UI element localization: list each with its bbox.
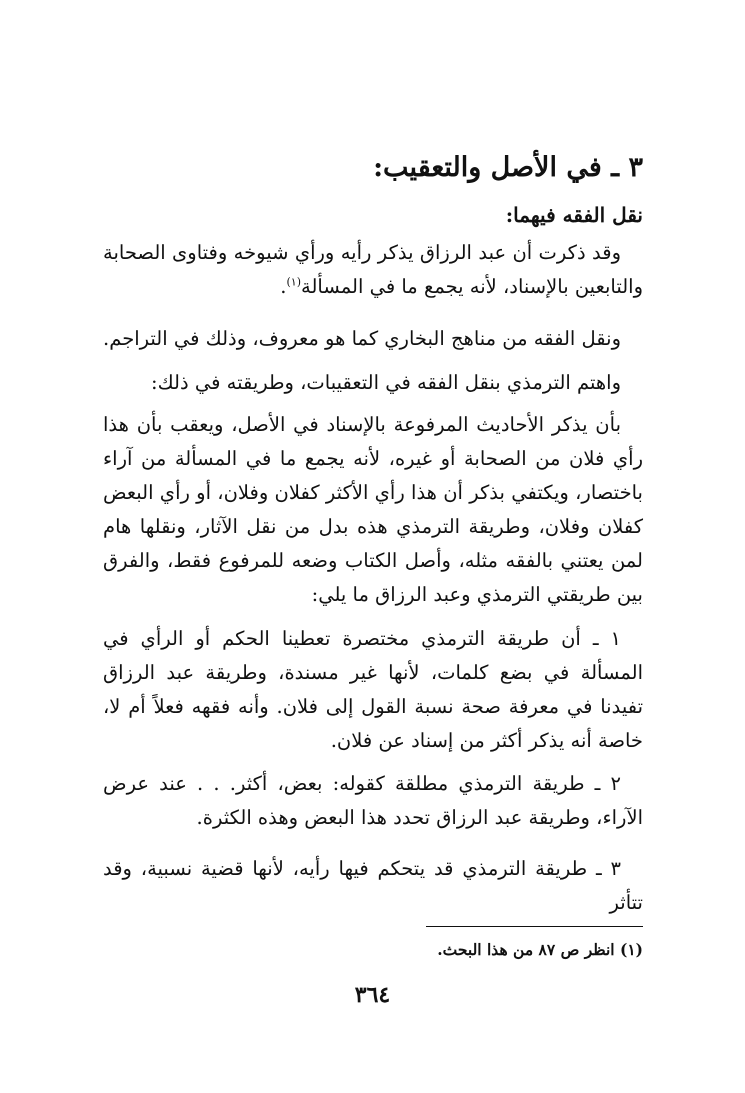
paragraph-1-end: .	[280, 275, 287, 298]
paragraph-4: بأن يذكر الأحاديث المرفوعة بالإسناد في الأصل، ويعقب بأن هذا رأي فلان من الصحابة أو غيره، لأنه يجمع ما في المسألة من آراء باختصار، ويكتفي بذكر أن هذا رأي الأكثر كفلان وفلان، أو رأي البعض كفلان وفلان، وطريقة الترمذي هذه بدل من نقل الآثار، ونقلها هام لمن يعتني بالفقه مثله، وأصل الكتاب وضعه للمرفوع فقط، والفرق بين طريقتي الترمذي وعبد الرزاق ما يلي:	[103, 413, 643, 606]
paragraph-2: ونقل الفقه من مناهج البخاري كما هو معروف، وذلك في التراجم.	[103, 327, 621, 350]
list-item-1: ١ ـ أن طريقة الترمذي مختصرة تعطينا الحكم أو الرأي في المسألة في بضع كلمات، لأنها غير مسندة، وطريقة عبد الرزاق تفيدنا في معرفة صحة نسبة القول إلى فلان. وأنه فقهه فعلاً أم لا، خاصة أنه يذكر أكثر من إسناد عن فلان.	[103, 627, 643, 752]
page-number: ٣٦٤	[354, 982, 391, 1008]
list-item-2: ٢ ـ طريقة الترمذي مطلقة كقوله: بعض، أكثر. . . عند عرض الآراء، وطريقة عبد الرزاق تحدد هذا البعض وهذه الكثرة.	[103, 772, 643, 829]
paragraph-3: واهتم الترمذي بنقل الفقه في التعقيبات، وطريقته في ذلك:	[151, 371, 621, 394]
list-item-3: ٣ ـ طريقة الترمذي قد يتحكم فيها رأيه، لأنها قضية نسبية، وقد تتأثر	[103, 857, 643, 914]
footnote-divider	[426, 926, 643, 927]
footnote: (١) انظر ص ٨٧ من هذا البحث.	[437, 940, 643, 959]
subsection-heading: نقل الفقه فيهما:	[505, 203, 643, 227]
section-heading: ٣ ـ في الأصل والتعقيب:	[373, 152, 643, 183]
paragraph-1-text: وقد ذكرت أن عبد الرزاق يذكر رأيه ورأي شيوخه وفتاوى الصحابة والتابعين بالإسناد، لأنه يجمع ما في المسألة	[103, 241, 643, 298]
paragraph-1	[103, 236, 643, 304]
footnote-marker: (١)	[286, 275, 302, 289]
